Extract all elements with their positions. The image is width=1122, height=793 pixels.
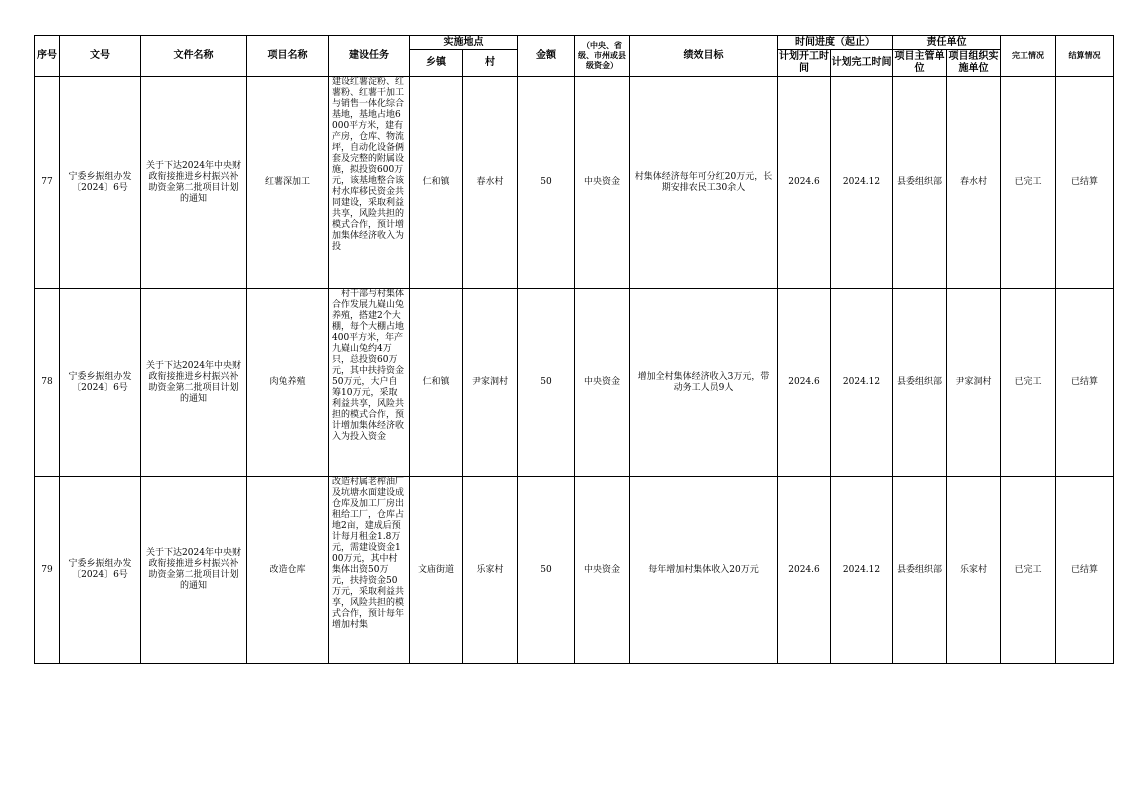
header-settlement: 结算情况 (1056, 36, 1114, 77)
task-text: 改造村属老榨油厂及坑塘水面建设成仓库及加工厂房出租给工厂，仓库占地2亩，建成后预计每月租金1.8万元，需建设资金100万元，其中村集体出资50万元，扶持资金50万元，采取利益共享，风险共担的模式合作，预计每年增加村集 (332, 477, 405, 630)
cell-amount: 50 (518, 477, 575, 664)
header-village: 村 (463, 50, 518, 77)
table-row (35, 477, 1114, 664)
cell-performance: 村集体经济每年可分红20万元，长期安排农民工30余人 (630, 77, 778, 289)
cell-doc-no: 宁委乡振组办发〔2024〕6号 (60, 477, 141, 664)
header-town: 乡镇 (410, 50, 463, 77)
cell-competent: 县委组织部 (893, 289, 947, 477)
cell-settlement: 已结算 (1056, 289, 1114, 477)
header-location: 实施地点 (410, 36, 518, 50)
cell-fund-level: 中央资金 (575, 77, 630, 289)
header-doc-no: 文号 (60, 36, 141, 77)
cell-project-name: 改造仓库 (247, 477, 329, 664)
cell-performance: 增加全村集体经济收入3万元，带动务工人员9人 (630, 289, 778, 477)
cell-implementer: 乐家村 (947, 477, 1001, 664)
cell-seq: 77 (35, 77, 60, 289)
cell-end: 2024.12 (831, 289, 893, 477)
header-schedule: 时间进度（起止） (778, 36, 893, 50)
cell-settlement: 已结算 (1056, 477, 1114, 664)
task-text: 村干部与村集体合作发展九嶷山兔养殖，搭建2个大棚，每个大棚占地400平方米，年产九嶷山兔约4万只，总投资60万元，其中扶持资金50万元，大户自筹10万元，采取利益共享，风险共担的模式合作，预计增加集体经济收入为投入资金 (332, 289, 405, 442)
cell-project-name: 红薯深加工 (247, 77, 329, 289)
header-implementer: 项目组织实施单位 (947, 50, 1001, 77)
header-seq: 序号 (35, 36, 60, 77)
header-doc-name: 文件名称 (141, 36, 247, 77)
table-row (35, 289, 1114, 477)
cell-fund-level: 中央资金 (575, 477, 630, 664)
cell-doc-no: 宁委乡振组办发〔2024〕6号 (60, 289, 141, 477)
cell-doc-no: 宁委乡振组办发〔2024〕6号 (60, 77, 141, 289)
header-fund-level: （中央、省级、市州或县级资金） (575, 36, 630, 77)
table-row (35, 77, 1114, 289)
cell-doc-name: 关于下达2024年中央财政衔接推进乡村振兴补助资金第二批项目计划的通知 (141, 77, 247, 289)
header-project-name: 项目名称 (247, 36, 329, 77)
cell-village: 乐家村 (463, 477, 518, 664)
header-completion: 完工情况 (1001, 36, 1056, 77)
header-task: 建设任务 (329, 36, 410, 77)
cell-town: 仁和镇 (410, 77, 463, 289)
header-performance: 绩效目标 (630, 36, 778, 77)
cell-performance: 每年增加村集体收入20万元 (630, 477, 778, 664)
cell-competent: 县委组织部 (893, 77, 947, 289)
cell-completion: 已完工 (1001, 477, 1056, 664)
cell-task (329, 289, 410, 477)
cell-amount: 50 (518, 77, 575, 289)
cell-doc-name: 关于下达2024年中央财政衔接推进乡村振兴补助资金第二批项目计划的通知 (141, 477, 247, 664)
header-responsible: 责任单位 (893, 36, 1001, 50)
cell-fund-level: 中央资金 (575, 289, 630, 477)
cell-seq: 78 (35, 289, 60, 477)
header-end: 计划完工时间 (831, 50, 893, 77)
task-text: 建设红薯淀粉、红薯粉、红薯干加工与销售一体化综合基地，基地占地6000平方米，建有产房，仓库、物流坪，自动化设备俩套及完整的附属设施，拟投资600万元，该基地整合该村水库移民资金共同建设，采取利益共享，风险共担的模式合作，预计增加集体经济收入为投 (332, 77, 405, 252)
cell-seq: 79 (35, 477, 60, 664)
header-start: 计划开工时间 (778, 50, 831, 77)
cell-completion: 已完工 (1001, 77, 1056, 289)
cell-end: 2024.12 (831, 477, 893, 664)
header-competent: 项目主管单位 (893, 50, 947, 77)
cell-village: 春水村 (463, 77, 518, 289)
cell-implementer: 春水村 (947, 77, 1001, 289)
cell-implementer: 尹家洞村 (947, 289, 1001, 477)
cell-town: 文庙街道 (410, 477, 463, 664)
cell-amount: 50 (518, 289, 575, 477)
cell-competent: 县委组织部 (893, 477, 947, 664)
cell-end: 2024.12 (831, 77, 893, 289)
cell-settlement: 已结算 (1056, 77, 1114, 289)
cell-task (329, 77, 410, 289)
header-amount: 金额 (518, 36, 575, 77)
cell-town: 仁和镇 (410, 289, 463, 477)
cell-village: 尹家洞村 (463, 289, 518, 477)
cell-start: 2024.6 (778, 477, 831, 664)
cell-doc-name: 关于下达2024年中央财政衔接推进乡村振兴补助资金第二批项目计划的通知 (141, 289, 247, 477)
project-table (34, 35, 1114, 664)
cell-start: 2024.6 (778, 77, 831, 289)
cell-completion: 已完工 (1001, 289, 1056, 477)
cell-start: 2024.6 (778, 289, 831, 477)
cell-project-name: 肉兔养殖 (247, 289, 329, 477)
cell-task (329, 477, 410, 664)
